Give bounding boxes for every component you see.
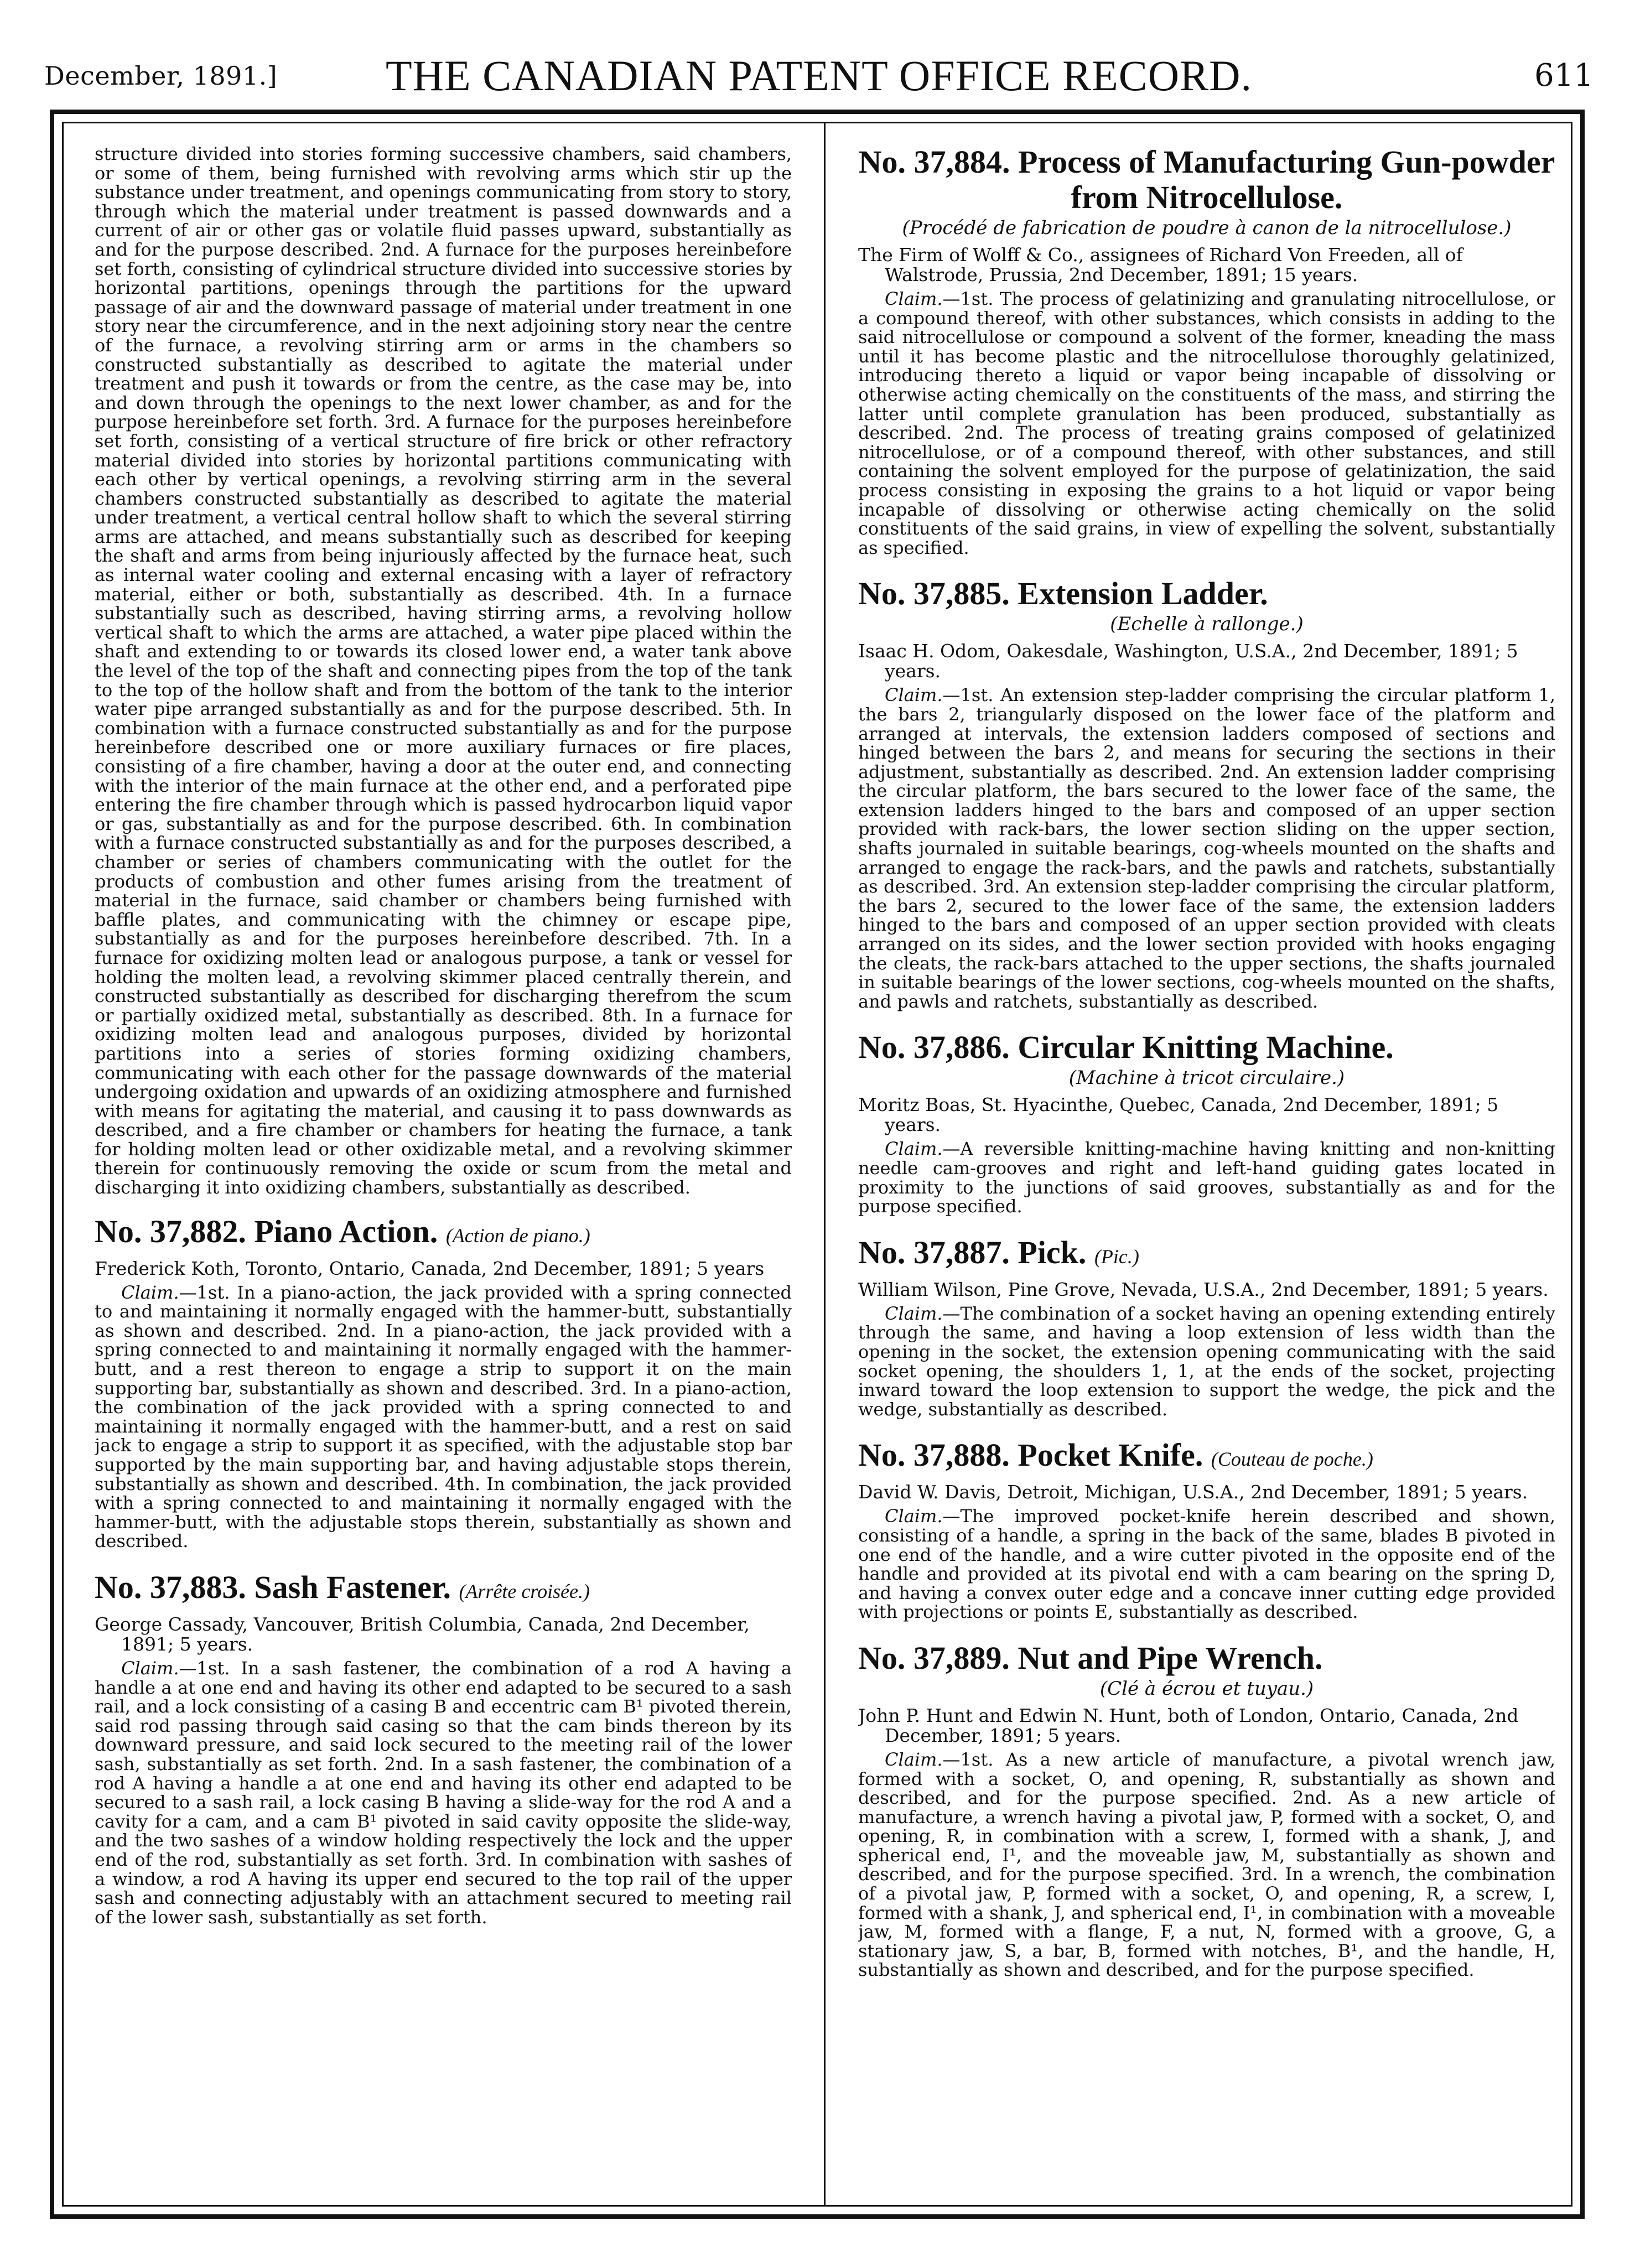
claim-text: —1st. An extension step-ladder comprising the circular platform 1, the bars 2, triangularly disposed on the lower face of the platform and arranged at intervals, the extension ladders composed of sections and hinged between the bars 2, and means for securing the sections in their adjustment, substantially as described. 2nd. An extension ladder comprising the circular platform, the bars secured to the lower face of the same, the extension ladders hinged to the bars and composed of an upper section provided with rack-bars, the lower section sliding on the upper section, shafts journaled in suitable bearings, cog-wheels mounted on the shafts and arranged to engage the rack-bars, and the pawls and ratchets, substantially as described. 3rd. An extension step-ladder comprising the circular platform, the bars 2, secured to the lower face of the same, the extension ladders hinged to the bars and composed of an upper section provided with cleats arranged on its sides, and the lower section provided with hooks engaging the cleats, the rack-bars attached to the upper sections, the shafts journaled in suitable bearings of the lower sections, cog-wheels mounted on the shafts, and pawls and ratchets, substantially as described. xyxy=(858,684,1555,1012)
claim-label: Claim. xyxy=(121,1281,179,1303)
entry-heading xyxy=(858,576,1555,611)
column-divider xyxy=(824,123,826,2205)
entry-french-title: (Procédé de fabrication de poudre à canon de la nitrocellulose.) xyxy=(902,217,1512,239)
entry-title: Sash Fastener. xyxy=(254,1569,451,1605)
patent-entry-37885 xyxy=(858,576,1555,1011)
claim-label: Claim. xyxy=(885,1138,943,1160)
header-date: December, 1891.] xyxy=(44,61,278,91)
entry-title: Pocket Knife. xyxy=(1018,1437,1203,1473)
entry-french-title: (Arrête croisée.) xyxy=(459,1580,590,1602)
entry-french-title: (Machine à tricot circulaire.) xyxy=(1068,1067,1345,1089)
right-column xyxy=(858,144,1555,2192)
claim-text: —A reversible knitting-machine having knitting and non-knitting needle cam-grooves and right and left-hand guiding gates located in proximity to the junctions of said grooves, substantially as and for the purpose specified. xyxy=(858,1138,1555,1217)
claim-label: Claim. xyxy=(885,1302,943,1324)
entry-heading xyxy=(858,1641,1555,1676)
entry-number: No. 37,884. xyxy=(858,144,1010,180)
entry-number: No. 37,887. xyxy=(858,1234,1010,1270)
entry-number: No. 37,885. xyxy=(858,575,1010,612)
entry-claim xyxy=(858,1750,1555,1980)
entry-title: Extension Ladder. xyxy=(1018,575,1268,612)
entry-heading xyxy=(858,1030,1555,1065)
patent-entry-37883 xyxy=(95,1570,792,1927)
entry-inventor: The Firm of Wolff & Co., assignees of Richard Von Freeden, all of Walstrode, Prussia, 2nd December, 1891; 15 years. xyxy=(858,244,1463,286)
entry-french-title: (Action de piano.) xyxy=(445,1224,590,1247)
patent-entry-37882 xyxy=(95,1214,792,1551)
entry-heading xyxy=(858,1437,1555,1477)
entry-number: No. 37,882. xyxy=(95,1213,246,1249)
header-page-number: 611 xyxy=(1534,58,1594,94)
entry-heading xyxy=(858,144,1555,215)
entry-title: Process of Manufacturing Gun-powder from Nitrocellulose. xyxy=(1018,144,1555,215)
entry-claim xyxy=(95,1659,792,1927)
header-title: THE CANADIAN PATENT OFFICE RECORD. xyxy=(386,51,1252,100)
entry-title: Pick. xyxy=(1018,1234,1087,1270)
claim-label: Claim. xyxy=(121,1657,179,1679)
entry-number: No. 37,888. xyxy=(858,1437,1010,1473)
patent-entry-37887 xyxy=(858,1235,1555,1419)
page-frame xyxy=(50,110,1585,2219)
entry-french-title: (Echelle à rallonge.) xyxy=(1110,613,1304,636)
claim-label: Claim. xyxy=(885,684,943,706)
continuation-text: structure divided into stories forming successive chambers, said chambers, or some of them, being furnished with revolving arms which stir up the substance under treatment, and openings communicating from story to story, through which the material under treatment is passed downwards and a current of air or other gas or volatile fluid passes upward, substantially as and for the purpose described. 2nd. A furnace for the purposes hereinbefore set forth, consisting of cylindrical structure divided into successive stories by horizontal partitions, openings through the partitions for the upward passage of air and the downward passage of material under treatment in one story near the circumference, and in the next adjoining story near the centre of the furnace, a revolving stirring arm or arms in the chambers so constructed substantially as described to agitate the material under treatment and push it towards or from the centre, as the case may be, into and down through the openings to the next lower chamber, as and for the purpose hereinbefore set forth. 3rd. A furnace for the purposes hereinbefore set forth, consisting of a vertical structure of fire brick or other refractory material divided into stories by horizontal partitions communicating with each other by vertical openings, a revolving stirring arm in the several chambers constructed substantially as described to agitate the material under treatment, a vertical central hollow shaft to which the several stirring arms are attached, and means substantially such as described for keeping the shaft and arms from being injuriously affected by the furnace heat, such as internal water cooling and external encasing with a layer of refractory material, either or both, substantially as described. 4th. In a furnace substantially such as described, having stirring arms, a revolving hollow vertical shaft to which the arms are attached, a water pipe placed within the shaft and extending to or towards its closed lower end, a water tank above the level of the top of the shaft and connecting pipes from the top of the tank to the top of the hollow shaft and from the bottom of the tank to the interior water pipe arranged substantially as and for the purpose described. 5th. In combination with a furnace constructed substantially as and for the purpose hereinbefore described one or more auxiliary furnaces or fire places, consisting of a fire chamber, having a door at the outer end, and connecting with the interior of the main furnace at the other end, and a perforated pipe entering the fire chamber through which is passed hydrocarbon liquid vapor or gas, substantially as and for the purpose described. 6th. In combination with a furnace constructed substantially as and for the purposes described, a chamber or series of chambers communicating with the outlet for the products of combustion and other fumes arising from the treatment of material in the furnace, said chamber or chambers being furnished with baffle plates, and communicating with the chimney or escape pipe, substantially as and for the purposes hereinbefore described. 7th. In a furnace for oxidizing molten lead or analogous purpose, a tank or vessel for holding the molten lead, a revolving skimmer placed centrally therein, and constructed substantially as described for discharging therefrom the scum or partially oxidized metal, substantially as described. 8th. In a furnace for oxidizing molten lead and analogous purposes, divided by horizontal partitions into a series of stories forming oxidizing chambers, communicating with each other for the passage downwards of the material undergoing oxidation and upwards of an oxidizing atmosphere and furnished with means for agitating the material, and causing it to pass downwards as described, and a fire chamber or chambers for heating the furnace, a tank for holding molten lead or other oxidizable metal, and a revolving skimmer therein for continuously removing the oxide or scum from the metal and discharging it into oxidizing chambers, substantially as described. xyxy=(95,144,792,1198)
claim-label: Claim. xyxy=(885,1748,943,1770)
entry-claim xyxy=(858,1139,1555,1216)
entry-heading xyxy=(858,1235,1555,1274)
entry-heading xyxy=(95,1214,792,1253)
entry-french-title: (Pic.) xyxy=(1094,1245,1139,1268)
claim-text: —The improved pocket-knife herein described and shown, consisting of a handle, a spring in the back of the same, blades B pivoted in one end of the handle, and a wire cutter pivoted in the opposite end of the handle and provided at its pivotal end with a cam bearing on the spring D, and having a convex outer edge and a concave inner cutting edge provided with projections or points E, substantially as described. xyxy=(858,1506,1555,1623)
claim-label: Claim. xyxy=(885,1506,943,1527)
entry-inventor: William Wilson, Pine Grove, Nevada, U.S.A., 2nd December, 1891; 5 years. xyxy=(858,1278,1549,1300)
page-inner-frame xyxy=(62,122,1572,2207)
patent-entry-37884 xyxy=(858,144,1555,557)
entry-claim xyxy=(858,1507,1555,1622)
entry-inventor: David W. Davis, Detroit, Michigan, U.S.A., 2nd December, 1891; 5 years. xyxy=(858,1481,1528,1503)
entry-inventor: Moritz Boas, St. Hyacinthe, Quebec, Canada, 2nd December, 1891; 5 years. xyxy=(858,1094,1499,1136)
entry-title: Piano Action. xyxy=(254,1213,438,1249)
entry-inventor: George Cassady, Vancouver, British Columbia, Canada, 2nd December, 1891; 5 years. xyxy=(95,1613,750,1655)
entry-heading xyxy=(95,1570,792,1609)
entry-number: No. 37,889. xyxy=(858,1639,1010,1676)
left-column xyxy=(95,144,792,2192)
patent-entry-37886 xyxy=(858,1030,1555,1216)
entry-french-title: (Clé à écrou et tuyau.) xyxy=(1099,1677,1314,1700)
entry-inventor: Frederick Koth, Toronto, Ontario, Canada, 2nd December, 1891; 5 years xyxy=(95,1257,765,1279)
entry-claim xyxy=(858,1304,1555,1419)
entry-claim xyxy=(858,289,1555,557)
claim-text: —1st. As a new article of manufacture, a pivotal wrench jaw, formed with a socket, O, and opening, R, substantially as shown and described, and for the purpose specified. 2nd. As a new article of manufacture, a wrench having a pivotal jaw, P, formed with a socket, O, and opening, R, in combination with a screw, I, formed with a shank, J, and spherical end, I¹, and the moveable jaw, M, substantially as shown and described, and for the purpose specified. 3rd. In a wrench, the combination of a pivotal jaw, P, formed with a socket, O, and opening, R, a screw, I, formed with a shank, J, and spherical end, I¹, in combination with a moveable jaw, M, formed with a flange, F, a nut, N, formed with a groove, G, a stationary jaw, S, a bar, B, formed with notches, B¹, and the handle, H, substantially as shown and described, and for the purpose specified. xyxy=(858,1748,1555,1981)
entry-number: No. 37,886. xyxy=(858,1029,1010,1066)
entry-title: Circular Knitting Machine. xyxy=(1018,1029,1394,1066)
patent-entry-37888 xyxy=(858,1437,1555,1622)
entry-claim xyxy=(95,1283,792,1551)
entry-french-title: (Couteau de poche.) xyxy=(1211,1448,1373,1471)
entry-inventor: Isaac H. Odom, Oakesdale, Washington, U.S.A., 2nd December, 1891; 5 years. xyxy=(858,640,1518,682)
claim-label: Claim. xyxy=(885,288,943,309)
entry-number: No. 37,883. xyxy=(95,1569,246,1605)
entry-title: Nut and Pipe Wrench. xyxy=(1018,1639,1323,1676)
claim-text: —1st. In a piano-action, the jack provided with a spring connected to and maintaining it normally engaged with the hammer-butt, substantially as shown and described. 2nd. In a piano-action, the jack provided with a spring connected to and maintaining it normally engaged with the hammer-butt, and a rest thereon to engage a strip to support it on the main supporting bar, substantially as shown and described. 3rd. In a piano-action, the combination of the jack provided with a spring connected to and maintaining it normally engaged with the hammer-butt, and a rest on said jack to engage a strip to support it as specified, with the adjustable stop bar supported by the main supporting bar, and having adjustable stops therein, substantially as shown and described. 4th. In combination, the jack provided with a spring connected to and maintaining it normally engaged with the hammer-butt, with the adjustable stops therein, substantially as shown and described. xyxy=(95,1281,792,1552)
claim-text: —1st. The process of gelatinizing and granulating nitrocellulose, or a compound thereof, with other substances, which consists in adding to the said nitrocellulose or compound a solvent of the former, kneading the mass until it has become plastic and the nitrocellulose thoroughly gelatinized, introducing thereto a liquid or vapor being incapable of dissolving or otherwise acting chemically on the constituents of the mass, and stirring the latter until complete granulation has been produced, substantially as described. 2nd. The process of treating grains composed of gelatinized nitrocellulose, or of a compound thereof, with other substances, and still containing the solvent employed for the purpose of gelatinization, the said process consisting in exposing the grains to a hot liquid or vapor being incapable of dissolving or otherwise acting chemically on the solid constituents of the said grains, in view of expelling the solvent, substantially as specified. xyxy=(858,288,1555,558)
page-header xyxy=(44,51,1594,104)
patent-entry-37889 xyxy=(858,1641,1555,1980)
entry-claim xyxy=(858,686,1555,1011)
claim-text: —1st. In a sash fastener, the combination of a rod A having a handle a at one end and having its other end adapted to be secured to a sash rail, and a lock consisting of a casing B and eccentric cam B¹ pivoted therein, said rod passing through said casing so that the cam binds thereon by its downward pressure, and said lock secured to the meeting rail of the lower sash, substantially as set forth. 2nd. In a sash fastener, the combination of a rod A having a handle a at one end and having its other end adapted to be secured to a sash rail, a lock casing B having a slide-way for the rod A and a cavity for a cam, and a cam B¹ pivoted in said cavity opposite the slide-way, and the two sashes of a window holding respectively the lock and the upper end of the rod, substantially as set forth. 3rd. In combination with sashes of a window, a rod A having its upper end secured to the top rail of the upper sash and connecting adjustably with an attachment secured to meeting rail of the lower sash, substantially as set forth. xyxy=(95,1657,792,1928)
entry-inventor: John P. Hunt and Edwin N. Hunt, both of London, Ontario, Canada, 2nd December, 1891; 5 years. xyxy=(858,1704,1519,1746)
claim-text: —The combination of a socket having an opening extending entirely through the same, and having a loop extension of less width than the opening in the socket, the extension opening communicating with the said socket opening, the shoulders 1, 1, at the ends of the socket, projecting inward toward the loop extension to support the wedge, the pick and the wedge, substantially as described. xyxy=(858,1302,1555,1420)
